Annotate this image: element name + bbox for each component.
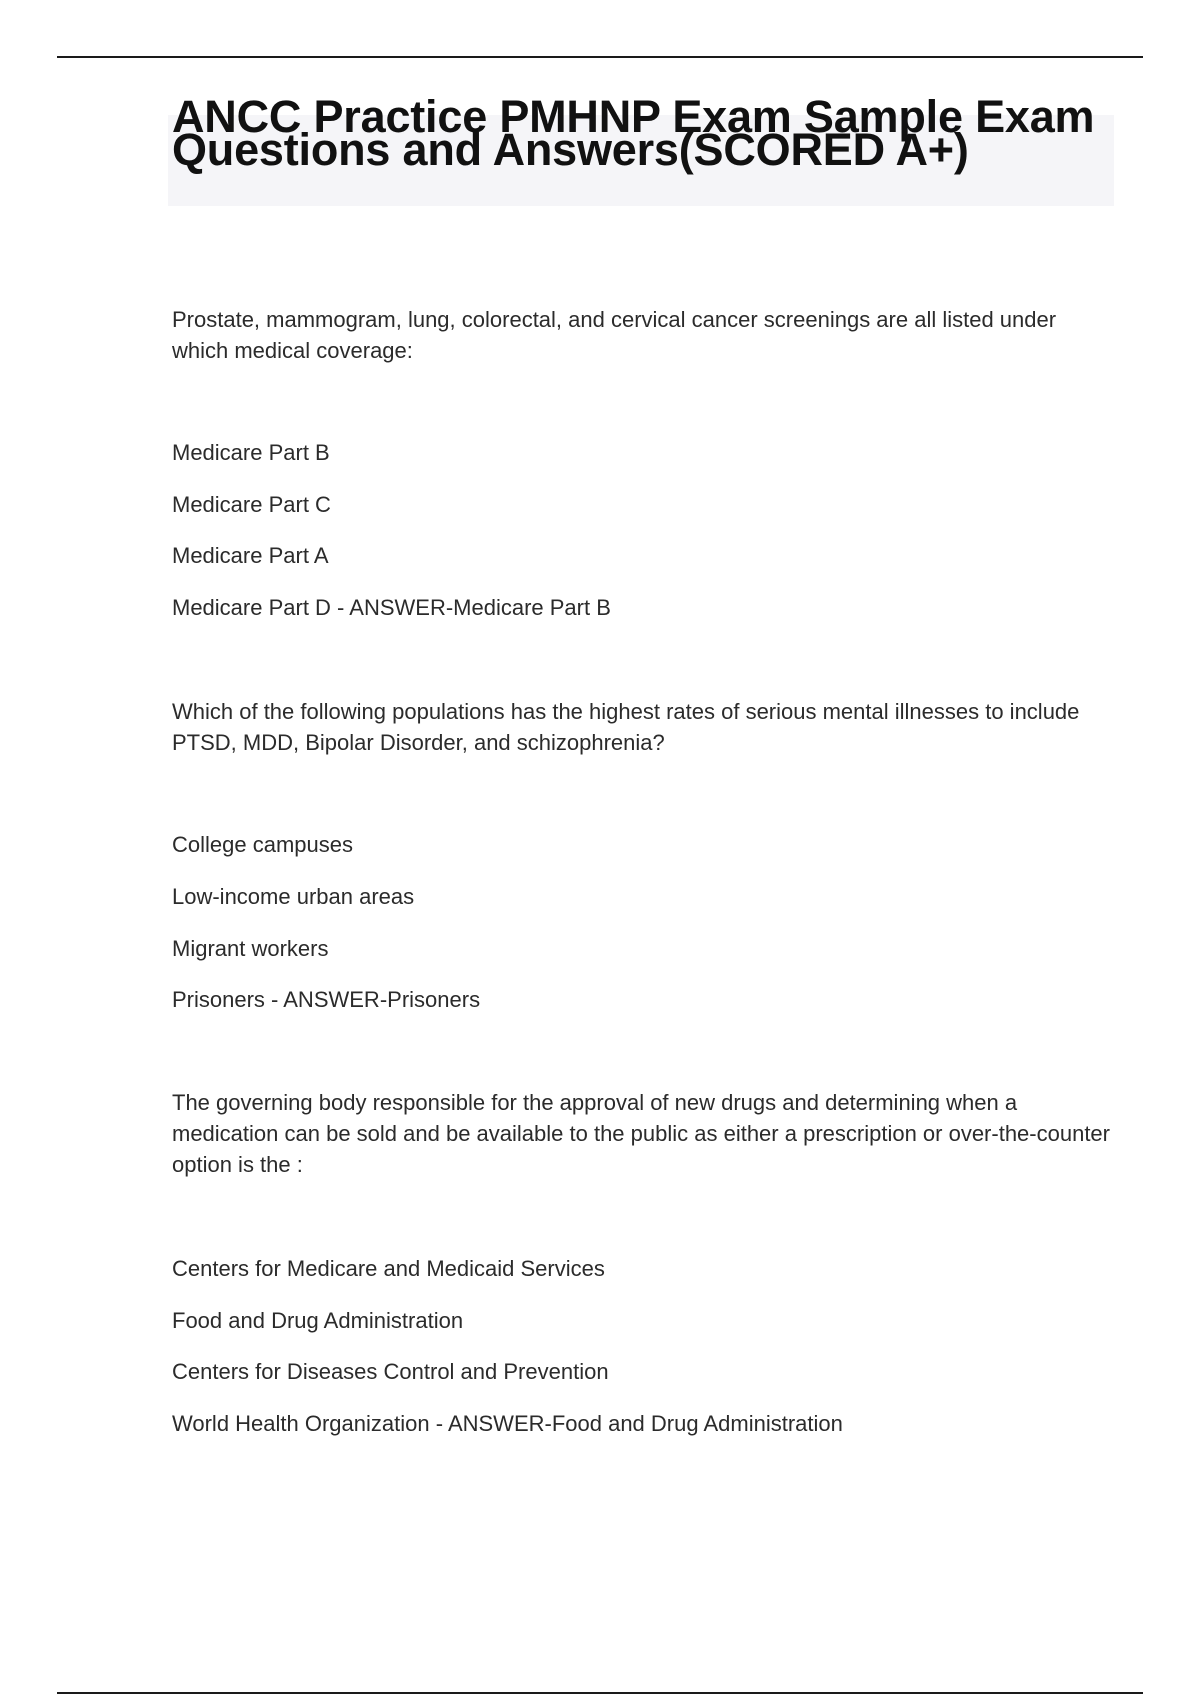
question-3-option-4-answer: World Health Organization - ANSWER-Food and Drug Administration	[172, 1411, 843, 1436]
question-3-option-3: Centers for Diseases Control and Prevention	[172, 1359, 609, 1384]
question-3-text: The governing body responsible for the approval of new drugs and determining when a medication can be sold and be available to the public as either a prescription or over-the-counter option is the :	[172, 1090, 1110, 1177]
question-2-option-1: College campuses	[172, 832, 353, 857]
top-divider	[57, 56, 1143, 58]
question-1-text: Prostate, mammogram, lung, colorectal, and cervical cancer screenings are all listed under which medical coverage:	[172, 307, 1057, 363]
question-1-option-1: Medicare Part B	[172, 440, 330, 465]
question-3-option-1: Centers for Medicare and Medicaid Services	[172, 1256, 605, 1281]
question-1-option-4-answer: Medicare Part D - ANSWER-Medicare Part B	[172, 595, 611, 620]
question-2-option-4-answer: Prisoners - ANSWER-Prisoners	[172, 987, 481, 1012]
question-1-option-2: Medicare Part C	[172, 492, 331, 517]
question-1-option-3: Medicare Part A	[172, 543, 329, 568]
question-3-option-2: Food and Drug Administration	[172, 1308, 464, 1333]
document-title: ANCC Practice PMHNP Exam Sample Exam Questions and Answers(SCORED A+)	[172, 91, 1095, 175]
question-2-option-2: Low-income urban areas	[172, 884, 415, 909]
question-2-text: Which of the following populations has the highest rates of serious mental illnesses to include PTSD, MDD, Bipolar Disorder, and schizophrenia?	[172, 699, 1080, 755]
question-2-option-3: Migrant workers	[172, 936, 329, 961]
bottom-divider	[57, 1692, 1143, 1694]
